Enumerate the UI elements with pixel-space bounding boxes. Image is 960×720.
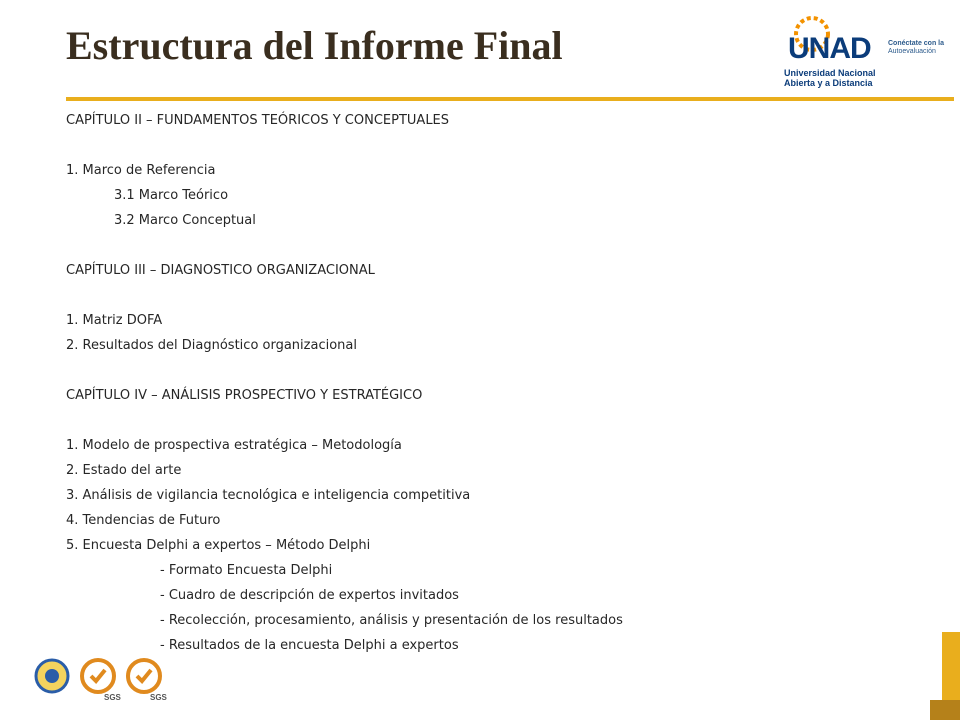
- list-item: 3. Análisis de vigilancia tecnológica e inteligencia competitiva: [66, 488, 471, 503]
- spacer: [66, 283, 866, 308]
- list-item: 1. Modelo de prospectiva estratégica – Metodología: [66, 438, 402, 453]
- logo-brand: UNAD: [788, 32, 871, 65]
- list-item: 1. Marco de Referencia: [66, 163, 216, 178]
- seal-label: SGS: [150, 693, 167, 702]
- list-subitem: 3.2 Marco Conceptual: [114, 213, 256, 228]
- logo-side-text-2: Autoevaluación: [888, 48, 936, 55]
- spacer: [66, 358, 866, 383]
- list-item: 4. Tendencias de Futuro: [66, 513, 221, 528]
- chapter-heading: CAPÍTULO IV – ANÁLISIS PROSPECTIVO Y ESTRATÉGICO: [66, 388, 423, 403]
- logo-side-text-1: Conéctate con la: [888, 40, 945, 47]
- seal-label: SGS: [104, 693, 121, 702]
- spacer: [66, 133, 866, 158]
- slide-title: Estructura del Informe Final: [66, 23, 563, 68]
- logo-line-2: Abierta y a Distancia: [784, 78, 873, 88]
- list-item: 5. Encuesta Delphi a expertos – Método Delphi: [66, 538, 371, 553]
- spacer: [66, 233, 866, 258]
- title-divider: [66, 97, 954, 101]
- list-item: 1. Matriz DOFA: [66, 313, 163, 328]
- unad-logo: [768, 8, 960, 92]
- list-subitem: - Recolección, procesamiento, análisis y presentación de los resultados: [160, 613, 623, 628]
- corner-accent-dark: [930, 700, 960, 720]
- seals-icon: [32, 654, 172, 702]
- list-item: 2. Resultados del Diagnóstico organizacional: [66, 338, 357, 353]
- certification-seals: [32, 654, 172, 702]
- list-subitem: - Formato Encuesta Delphi: [160, 563, 333, 578]
- spacer: [66, 408, 866, 433]
- list-subitem: - Cuadro de descripción de expertos invitados: [160, 588, 459, 603]
- list-subitem: 3.1 Marco Teórico: [114, 188, 229, 203]
- list-item: 2. Estado del arte: [66, 463, 182, 478]
- outline-content: [66, 108, 866, 658]
- chapter-heading: CAPÍTULO III – DIAGNOSTICO ORGANIZACIONAL: [66, 263, 375, 278]
- chapter-heading: CAPÍTULO II – FUNDAMENTOS TEÓRICOS Y CONCEPTUALES: [66, 113, 450, 128]
- logo-line-1: Universidad Nacional: [784, 68, 876, 78]
- list-subitem: - Resultados de la encuesta Delphi a expertos: [160, 638, 459, 653]
